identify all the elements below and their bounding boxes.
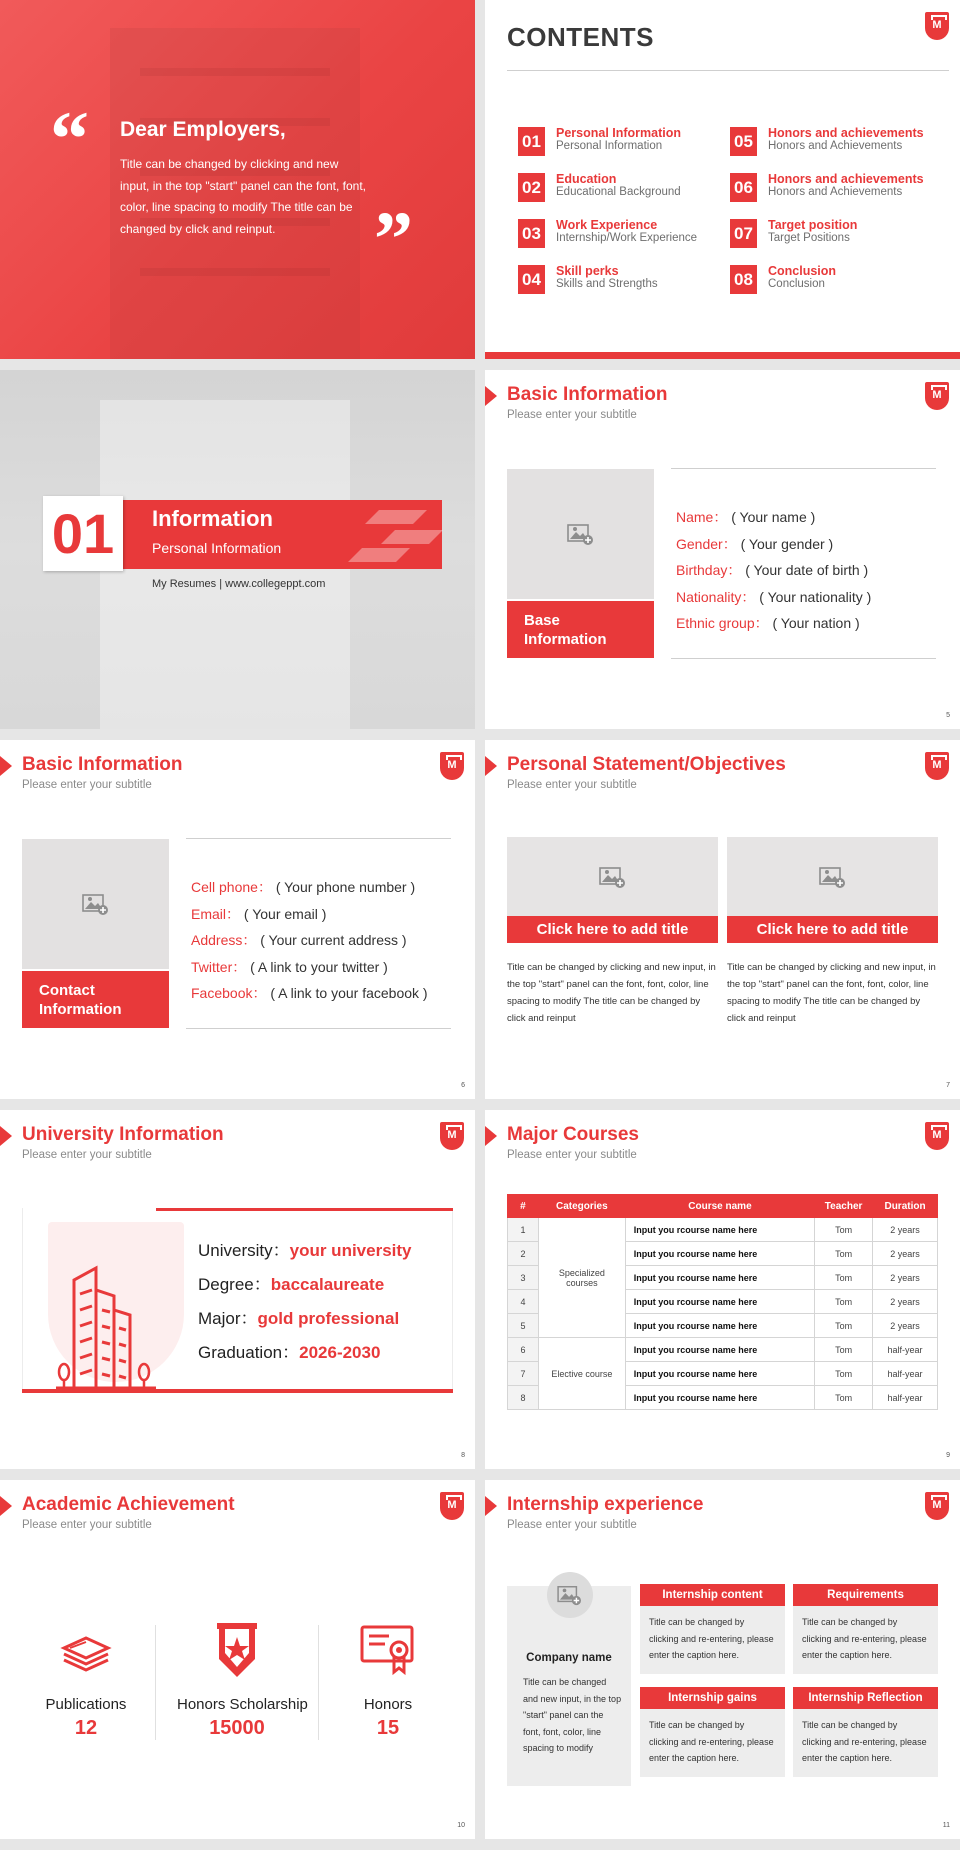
table-row: 5 Input you rcourse name here Tom 2 years bbox=[508, 1314, 938, 1338]
card-title[interactable]: Click here to add title bbox=[507, 916, 718, 943]
slide-basic-info[interactable] bbox=[485, 370, 960, 729]
internship-card[interactable]: Internship content Title can be changed by clicking and re-entering, please enter the caption here. bbox=[640, 1584, 785, 1674]
slide-subtitle: Please enter your subtitle bbox=[22, 779, 152, 791]
divider bbox=[507, 70, 949, 71]
toc-item[interactable]: 07 Target position Target Positions bbox=[730, 218, 935, 250]
table-row: 8 Input you rcourse name here Tom half-year bbox=[508, 1386, 938, 1410]
photo-card[interactable] bbox=[507, 469, 654, 658]
slide-subtitle: Please enter your subtitle bbox=[507, 1149, 637, 1161]
info-list bbox=[676, 504, 871, 637]
table-row: 7 Input you rcourse name here Tom half-year bbox=[508, 1362, 938, 1386]
detail-row: University：your university bbox=[198, 1241, 412, 1260]
slide-title: Academic Achievement bbox=[22, 1494, 235, 1515]
certificate-icon bbox=[328, 1620, 448, 1680]
toc-item[interactable]: 06 Honors and achievements Honors and Achievements bbox=[730, 172, 935, 204]
slide-title: University Information bbox=[22, 1124, 224, 1145]
slide-subtitle: Please enter your subtitle bbox=[507, 1519, 637, 1531]
table-row: 6 Elective course Input you rcourse name here Tom half-year bbox=[508, 1338, 938, 1362]
medal-icon bbox=[177, 1620, 297, 1680]
slide-subtitle: Please enter your subtitle bbox=[22, 1519, 152, 1531]
table-row: 3 Input you rcourse name here Tom 2 years bbox=[508, 1266, 938, 1290]
internship-card[interactable]: Internship gains Title can be changed by clicking and re-entering, please enter the caption here. bbox=[640, 1687, 785, 1777]
internship-card[interactable]: Internship Reflection Title can be changed by clicking and re-entering, please enter the caption here. bbox=[793, 1687, 938, 1777]
detail-row: Major：gold professional bbox=[198, 1309, 400, 1328]
table-row: 1 Specialized courses Input you rcourse name here Tom 2 years bbox=[508, 1218, 938, 1242]
company-name: Company name bbox=[526, 1652, 612, 1664]
title-marker bbox=[0, 756, 12, 776]
company-card[interactable] bbox=[507, 1586, 631, 1786]
title-marker bbox=[0, 1126, 12, 1146]
card-label: Base Information bbox=[507, 601, 654, 658]
photo-card[interactable] bbox=[22, 839, 169, 1028]
section-number: 01 bbox=[43, 496, 123, 571]
image-placeholder-icon[interactable] bbox=[507, 469, 654, 599]
achievement-item: Honors Scholarship 15000 bbox=[177, 1620, 297, 1740]
table-row: 4 Input you rcourse name here Tom 2 years bbox=[508, 1290, 938, 1314]
university-logo-icon bbox=[925, 1492, 949, 1520]
slide-section-01[interactable] bbox=[0, 370, 475, 729]
slide-major-courses[interactable] bbox=[485, 1110, 960, 1469]
university-logo-icon bbox=[440, 1122, 464, 1150]
info-row: Facebook： ( A link to your facebook ) bbox=[191, 985, 428, 1001]
slide-subtitle: Please enter your subtitle bbox=[507, 779, 637, 791]
image-placeholder-icon[interactable] bbox=[22, 839, 169, 969]
university-logo-icon bbox=[925, 752, 949, 780]
info-row: Twitter： ( A link to your twitter ) bbox=[191, 958, 388, 975]
slide-subtitle: Please enter your subtitle bbox=[507, 409, 637, 421]
slide-title: Basic Information bbox=[507, 384, 668, 405]
info-row: Email： ( Your email ) bbox=[191, 905, 327, 922]
slide-academic-achievement[interactable] bbox=[0, 1480, 475, 1839]
statement-card[interactable] bbox=[727, 837, 938, 1027]
title-marker bbox=[485, 386, 497, 406]
quote-close-icon: ” bbox=[374, 195, 413, 282]
company-text: Title can be changed and new input, in the top "start" panel can the font, font, color, line spacing to modify bbox=[523, 1677, 622, 1753]
toc-item[interactable]: 04 Skill perks Skills and Strengths bbox=[518, 264, 723, 296]
statement-card[interactable] bbox=[507, 837, 718, 1027]
section-subtitle: Personal Information bbox=[152, 540, 282, 556]
contents-title: CONTENTS bbox=[507, 22, 654, 52]
building-icon bbox=[52, 1260, 162, 1390]
toc-item[interactable]: 02 Education Educational Background bbox=[518, 172, 723, 204]
achievement-item: Honors 15 bbox=[328, 1620, 448, 1740]
slide-contents[interactable] bbox=[485, 0, 960, 359]
website-text: My Resumes | www.collegeppt.com bbox=[152, 578, 326, 590]
internship-card[interactable]: Requirements Title can be changed by clicking and re-entering, please enter the caption here. bbox=[793, 1584, 938, 1674]
university-logo-icon bbox=[440, 752, 464, 780]
toc-item[interactable]: 03 Work Experience Internship/Work Experience bbox=[518, 218, 723, 250]
section-title: Information bbox=[152, 506, 273, 531]
info-row: Gender： ( Your gender ) bbox=[676, 535, 834, 552]
page-number: 9 bbox=[946, 1452, 950, 1459]
image-placeholder-icon[interactable] bbox=[547, 1572, 593, 1618]
university-logo-icon bbox=[925, 1122, 949, 1150]
greeting-heading: Dear Employers, bbox=[120, 118, 286, 141]
info-list bbox=[191, 874, 428, 1007]
slide-internship-experience[interactable] bbox=[485, 1480, 960, 1839]
card-title[interactable]: Click here to add title bbox=[727, 916, 938, 943]
info-row: Cell phone： ( Your phone number ) bbox=[191, 879, 416, 895]
achievement-item: Publications 12 bbox=[26, 1620, 146, 1740]
page-number: 11 bbox=[942, 1822, 950, 1829]
greeting-body: Title can be changed by clicking and new input, in the top "start" panel can the font, font, color, line spacing to modify The title can be changed by click and reinput. bbox=[120, 157, 367, 236]
page-number: 7 bbox=[946, 1082, 950, 1089]
accent-bar bbox=[485, 352, 960, 359]
courses-table bbox=[507, 1194, 938, 1410]
info-row: Address： ( Your current address ) bbox=[191, 932, 407, 948]
slide-title: Internship experience bbox=[507, 1494, 704, 1515]
slide-contact-info[interactable] bbox=[0, 740, 475, 1099]
stack-icon bbox=[26, 1620, 146, 1680]
title-marker bbox=[485, 1496, 497, 1516]
card-label: Contact Information bbox=[22, 971, 169, 1028]
university-details bbox=[198, 1234, 412, 1370]
title-marker bbox=[485, 1126, 497, 1146]
slide-title: Basic Information bbox=[22, 754, 183, 775]
page-number: 6 bbox=[461, 1082, 465, 1089]
toc-item[interactable]: 05 Honors and achievements Honors and Achievements bbox=[730, 126, 935, 158]
toc-item[interactable]: 01 Personal Information Personal Information bbox=[518, 126, 723, 158]
info-row: Birthday： ( Your date of birth ) bbox=[676, 562, 869, 578]
slide-personal-statement[interactable] bbox=[485, 740, 960, 1099]
table-row: 2 Input you rcourse name here Tom 2 years bbox=[508, 1242, 938, 1266]
info-row: Nationality： ( Your nationality ) bbox=[676, 588, 872, 605]
slide-title: Personal Statement/Objectives bbox=[507, 754, 786, 775]
university-logo-icon bbox=[925, 382, 949, 410]
info-row: Ethnic group： ( Your nation ) bbox=[676, 615, 860, 631]
image-placeholder-icon[interactable] bbox=[507, 837, 718, 916]
slide-university-info[interactable] bbox=[0, 1110, 475, 1469]
toc-item[interactable]: 08 Conclusion Conclusion bbox=[730, 264, 935, 296]
page-number: 5 bbox=[946, 712, 950, 719]
info-row: Name： ( Your name ) bbox=[676, 509, 816, 525]
card-text: Title can be changed by clicking and new input, in the top "start" panel can the font, font, color, line spacing to modify The title can be changed by click and reinput bbox=[507, 962, 716, 1024]
slide-title: Major Courses bbox=[507, 1124, 639, 1145]
university-logo-icon bbox=[925, 12, 949, 40]
university-logo-icon bbox=[440, 1492, 464, 1520]
page-number: 10 bbox=[457, 1822, 465, 1829]
image-placeholder-icon[interactable] bbox=[727, 837, 938, 916]
table-header: # Categories Course name Teacher Duration bbox=[508, 1195, 938, 1218]
title-marker bbox=[0, 1496, 12, 1516]
slide-cover-quote[interactable] bbox=[0, 0, 475, 359]
title-marker bbox=[485, 756, 497, 776]
detail-row: Degree：baccalaureate bbox=[198, 1275, 385, 1294]
page-number: 8 bbox=[461, 1452, 465, 1459]
slide-subtitle: Please enter your subtitle bbox=[22, 1149, 152, 1161]
detail-row: Graduation：2026-2030 bbox=[198, 1343, 381, 1362]
quote-open-icon: “ bbox=[50, 95, 89, 182]
card-text: Title can be changed by clicking and new input, in the top "start" panel can the font, font, color, line spacing to modify The title can be changed by click and reinput bbox=[727, 962, 936, 1024]
